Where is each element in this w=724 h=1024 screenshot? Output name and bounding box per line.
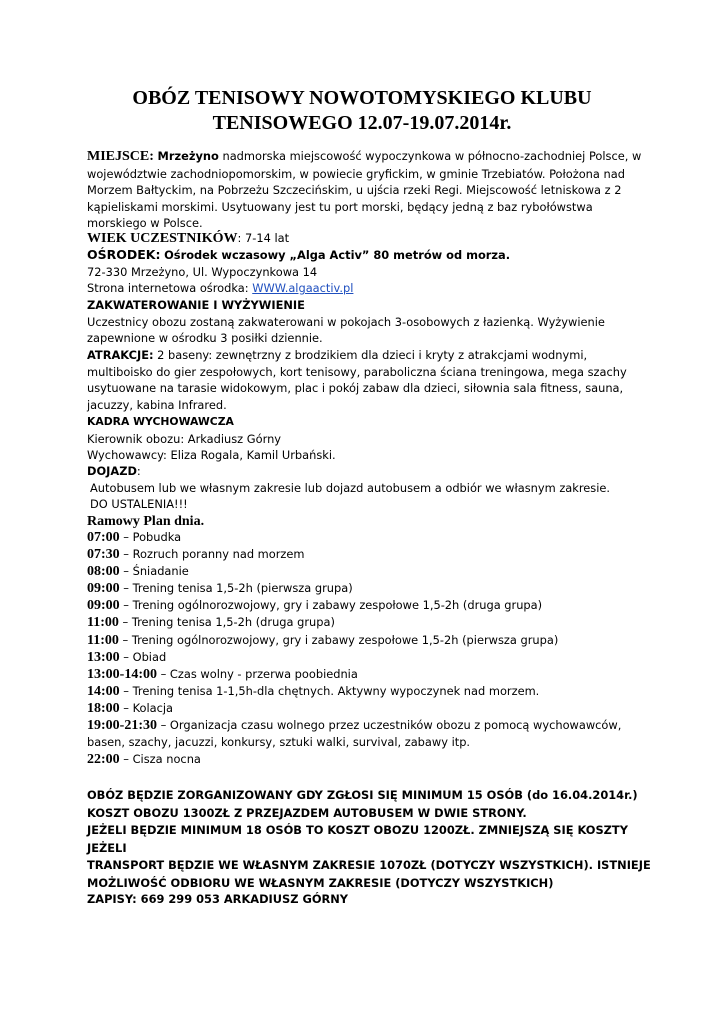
- section-dojazd: [87, 463, 647, 513]
- schedule-time: 13:00-14:00: [87, 666, 157, 682]
- info-line-2: KOSZT OBOZU 1300ZŁ Z PRZEJAZDEM AUTOBUSEM W DWIE STRONY.: [87, 805, 527, 820]
- wiek-value: : 7-14 lat: [237, 231, 290, 245]
- osrodek-site-label: Strona internetowa ośrodka:: [87, 281, 249, 295]
- schedule-desc: – Cisza nocna: [119, 752, 201, 767]
- schedule-desc: – Trening ogólnorozwojowy, gry i zabawy zespołowe 1,5-2h (druga grupa): [119, 598, 543, 613]
- schedule-time: 19:00-21:30: [87, 718, 157, 734]
- osrodek-address: 72-330 Mrzeżyno, Ul. Wypoczynkowa 14: [87, 264, 318, 279]
- section-miejsce: [87, 148, 647, 232]
- section-wiek: [87, 230, 647, 248]
- miejsce-label: MIEJSCE:: [87, 149, 154, 164]
- schedule-desc: – Śniadanie: [119, 564, 189, 579]
- dojazd-heading: DOJAZD: [87, 464, 137, 478]
- kadra-heading: KADRA WYCHOWAWCZA: [87, 415, 234, 428]
- schedule-row: [87, 751, 667, 768]
- osrodek-label: OŚRODEK:: [87, 247, 161, 262]
- zakwaterowanie-heading: ZAKWATEROWANIE I WYŻYWIENIE: [87, 298, 305, 312]
- schedule-time: 08:00: [87, 564, 120, 580]
- schedule-desc: – Pobudka: [119, 530, 182, 544]
- schedule-row: [87, 666, 667, 683]
- section-atrakcje: [87, 347, 647, 413]
- schedule-row: [87, 546, 667, 563]
- schedule-desc: – Trening ogólnorozwojowy, gry i zabawy zespołowe 1,5-2h (pierwsza grupa): [118, 632, 559, 647]
- info-line-5: MOŻLIWOŚĆ ODBIORU WE WŁASNYM ZAKRESIE (DOTYCZY WSZYSTKICH): [87, 875, 554, 890]
- schedule-row: [87, 580, 667, 597]
- schedule-time: 13:00: [87, 649, 120, 665]
- schedule-time: 11:00: [87, 615, 119, 631]
- dojazd-colon: :: [136, 464, 141, 478]
- schedule-desc: – Trening tenisa 1-1,5h-dla chętnych. Aktywny wypoczynek nad morzem.: [119, 683, 540, 698]
- schedule-desc: – Czas wolny - przerwa poobiednia: [157, 666, 358, 681]
- atrakcje-label: ATRAKCJE:: [87, 348, 154, 362]
- schedule-desc: basen, szachy, jacuzzi, konkursy, sztuki walki, survival, zabawy itp.: [87, 735, 471, 750]
- info-line-3: JEŻELI BĘDZIE MINIMUM 18 OSÓB TO KOSZT OBOZU 1200ZŁ. ZMNIEJSZĄ SIĘ KOSZTY JEŻELI: [87, 823, 628, 855]
- schedule-desc: – Rozruch poranny nad morzem: [119, 547, 305, 562]
- schedule-desc: – Trening tenisa 1,5-2h (druga grupa): [118, 615, 335, 630]
- schedule-list: [87, 529, 667, 768]
- kadra-wychowawcy: Wychowawcy: Eliza Rogala, Kamil Urbański.: [87, 448, 336, 462]
- schedule-time: 22:00: [87, 752, 120, 768]
- plan-heading: Ramowy Plan dnia.: [87, 514, 205, 529]
- schedule-desc: – Organizacja czasu wolnego przez uczestników obozu z pomocą wychowawców,: [157, 718, 622, 733]
- schedule-time: 07:30: [87, 547, 120, 563]
- dojazd-note: DO USTALENIA!!!: [90, 497, 188, 511]
- section-info: [87, 787, 667, 892]
- miejsce-place: Mrzeżyno: [157, 149, 219, 163]
- section-kadra: [87, 414, 647, 464]
- miejsce-text: nadmorska miejscowość wypoczynkowa w północno-zachodniej Polsce, w województwie zachodniopomorskim, w powiecie gryfickim, w gminie Trzebiatów. Położona nad Morzem Bałtyckim, na Pobrzeżu Szczecińskim, u ujścia rzeki Regi. Miejscowość letniskowa z 2 kąpieliskami morskimi. Usytuowany jest tu port morski, będący jedną z baz rybołówstwa morskiego w Polsce.: [87, 149, 642, 230]
- zakwaterowanie-text: Uczestnicy obozu zostaną zakwaterowani w pokojach 3-osobowych z łazienką. Wyżywienie zapewnione w ośrodku 3 posiłki dziennie.: [87, 314, 605, 345]
- schedule-row: [87, 649, 667, 666]
- zapisy-contact: ZAPISY: 669 299 053 ARKADIUSZ GÓRNY: [87, 892, 349, 906]
- schedule-desc: – Obiad: [119, 649, 167, 664]
- schedule-desc: – Trening tenisa 1,5-2h (pierwsza grupa): [119, 581, 353, 596]
- section-zakwaterowanie: [87, 297, 647, 347]
- schedule-row: [87, 597, 667, 614]
- schedule-time: 07:00: [87, 530, 120, 545]
- schedule-row: [87, 563, 667, 580]
- schedule-row: [87, 700, 667, 717]
- schedule-time: 14:00: [87, 683, 120, 699]
- title-line-2: TENISOWEGO 12.07-19.07.2014r.: [212, 112, 512, 134]
- schedule-row: [87, 614, 667, 631]
- title-line-1: OBÓZ TENISOWY NOWOTOMYSKIEGO KLUBU: [132, 87, 592, 109]
- schedule-row: [87, 632, 667, 649]
- osrodek-name: Ośrodek wczasowy „Alga Activ” 80 metrów od morza.: [164, 248, 511, 262]
- schedule-time: 09:00: [87, 581, 120, 597]
- dojazd-text: Autobusem lub we własnym zakresie lub dojazd autobusem a odbiór we własnym zakresie.: [90, 480, 611, 495]
- schedule-desc: – Kolacja: [119, 700, 174, 715]
- wiek-label: WIEK UCZESTNIKÓW: [87, 231, 238, 246]
- schedule-time: 09:00: [87, 598, 120, 614]
- info-line-1: OBÓZ BĘDZIE ZORGANIZOWANY GDY ZGŁOSI SIĘ MINIMUM 15 OSÓB (do 16.04.2014r.): [87, 788, 638, 802]
- schedule-time: 18:00: [87, 700, 120, 716]
- section-osrodek: [87, 247, 647, 297]
- osrodek-site-link[interactable]: WWW.algaactiv.pl: [252, 281, 354, 295]
- schedule-row: [87, 717, 667, 734]
- info-line-4: TRANSPORT BĘDZIE WE WŁASNYM ZAKRESIE 1070ZŁ (DOTYCZY WSZYSTKICH). ISTNIEJE: [87, 858, 651, 872]
- kadra-kierownik: Kierownik obozu: Arkadiusz Górny: [87, 431, 282, 446]
- atrakcje-text: 2 baseny: zewnętrzny z brodzikiem dla dzieci i kryty z atrakcjami wodnymi, multiboisko do gier zespołowych, kort tenisowy, paraboliczna ściana treningowa, mega szachy usytuowane na tarasie widokowym, plac i pokój zabaw dla dzieci, siłownia sala fitness, sauna, jacuzzy, kabina Infrared.: [87, 348, 627, 412]
- document-title: [0, 86, 724, 136]
- schedule-time: 11:00: [87, 632, 119, 648]
- schedule-row: [87, 529, 667, 546]
- schedule-row: [87, 683, 667, 700]
- schedule-row: [87, 734, 667, 751]
